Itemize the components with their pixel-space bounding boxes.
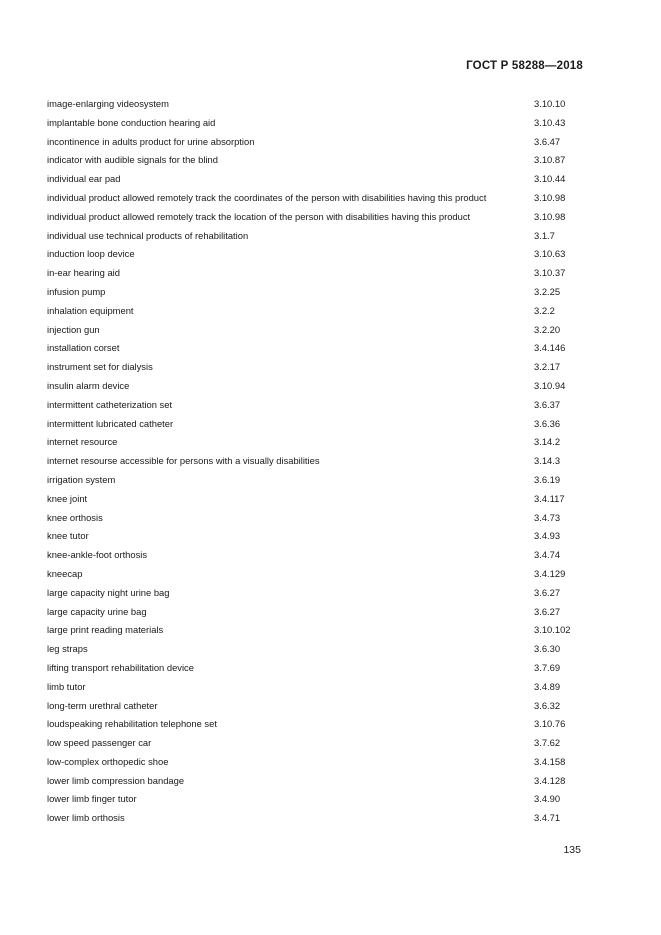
index-reference: 3.4.89 xyxy=(534,680,561,692)
index-entry xyxy=(47,509,587,528)
index-entry xyxy=(47,208,587,227)
index-term: large capacity urine bag xyxy=(47,605,147,617)
index-reference: 3.10.10 xyxy=(534,98,566,109)
index-entry xyxy=(47,640,587,659)
index-entry xyxy=(47,377,587,396)
index-reference: 3.6.32 xyxy=(534,699,561,711)
index-reference: 3.6.19 xyxy=(534,473,561,485)
index-term: incontinence in adults product for urine absorption xyxy=(47,135,255,147)
index-reference: 3.7.62 xyxy=(534,737,561,749)
index-reference: 3.6.37 xyxy=(534,398,561,410)
index-term: in-ear hearing aid xyxy=(47,267,120,279)
index-reference: 3.2.17 xyxy=(534,361,561,373)
index-term: internet resource xyxy=(47,436,118,448)
index-term: kneecap xyxy=(47,567,83,579)
index-entry xyxy=(47,227,587,246)
index-entry xyxy=(47,490,587,509)
index-term: loudspeaking rehabilitation telephone set xyxy=(47,718,217,730)
index-entry xyxy=(47,715,587,734)
index-term: installation corset xyxy=(47,342,120,354)
index-term: long-term urethral catheter xyxy=(47,699,158,711)
index-term: insulin alarm device xyxy=(47,379,130,391)
index-entry xyxy=(47,170,587,189)
index-term: inhalation equipment xyxy=(47,304,134,316)
index-reference: 3.4.158 xyxy=(534,755,566,767)
index-entry xyxy=(47,772,587,791)
index-term: lifting transport rehabilitation device xyxy=(47,661,194,673)
index-reference: 3.2.20 xyxy=(534,323,561,335)
index-term: intermittent catheterization set xyxy=(47,398,173,410)
index-reference: 3.10.37 xyxy=(534,267,566,279)
index-term: individual product allowed remotely track the location of the person with disabilities having this product xyxy=(47,210,471,222)
term-index-list xyxy=(47,95,587,828)
index-entry xyxy=(47,471,587,490)
index-term: individual product allowed remotely track the coordinates of the person with disabilities having this product xyxy=(47,191,487,203)
index-reference: 3.4.73 xyxy=(534,511,561,523)
index-entry xyxy=(47,433,587,452)
index-term: intermittent lubricated catheter xyxy=(47,417,174,429)
index-entry xyxy=(47,659,587,678)
index-entry xyxy=(47,321,587,340)
index-entry xyxy=(47,189,587,208)
index-term: irrigation system xyxy=(47,473,116,485)
index-reference: 3.6.36 xyxy=(534,417,561,429)
index-entry xyxy=(47,245,587,264)
index-reference: 3.14.3 xyxy=(534,455,561,467)
index-term: knee orthosis xyxy=(47,511,103,523)
index-reference: 3.4.117 xyxy=(534,492,565,504)
index-reference: 3.10.87 xyxy=(534,154,566,166)
index-term: infusion pump xyxy=(47,285,106,297)
index-reference: 3.1.7 xyxy=(534,229,555,241)
index-term: indicator with audible signals for the blind xyxy=(47,154,218,166)
index-reference: 3.4.93 xyxy=(534,530,561,542)
index-entry xyxy=(47,678,587,697)
index-reference: 3.4.128 xyxy=(534,774,566,786)
index-reference: 3.4.90 xyxy=(534,793,561,805)
index-reference: 3.7.69 xyxy=(534,661,561,673)
index-reference: 3.10.76 xyxy=(534,718,566,730)
index-entry xyxy=(47,283,587,302)
index-entry xyxy=(47,603,587,622)
index-entry xyxy=(47,396,587,415)
index-entry xyxy=(47,697,587,716)
index-entry xyxy=(47,809,587,828)
index-reference: 3.10.63 xyxy=(534,248,566,260)
index-term: internet resourse accessible for persons with a visually disabilities xyxy=(47,455,320,467)
index-reference: 3.6.47 xyxy=(534,135,561,147)
document-header: ГОСТ Р 58288—2018 xyxy=(466,60,583,72)
index-entry xyxy=(47,621,587,640)
index-term: lower limb compression bandage xyxy=(47,774,185,786)
index-reference: 3.10.94 xyxy=(534,379,566,391)
index-entry xyxy=(47,302,587,321)
index-entry xyxy=(47,114,587,133)
index-term: limb tutor xyxy=(47,680,86,692)
index-term: image-enlarging videosystem xyxy=(47,98,169,109)
index-reference: 3.6.27 xyxy=(534,586,561,598)
index-reference: 3.10.98 xyxy=(534,210,566,222)
index-term: knee joint xyxy=(47,492,88,504)
index-entry xyxy=(47,546,587,565)
index-term: lower limb orthosis xyxy=(47,812,125,824)
index-reference: 3.10.43 xyxy=(534,116,566,128)
index-entry xyxy=(47,133,587,152)
index-entry xyxy=(47,339,587,358)
index-term: leg straps xyxy=(47,643,88,655)
index-term: individual ear pad xyxy=(47,173,121,185)
index-entry xyxy=(47,753,587,772)
index-reference: 3.10.44 xyxy=(534,173,566,185)
index-reference: 3.4.71 xyxy=(534,812,561,824)
index-reference: 3.14.2 xyxy=(534,436,561,448)
index-term: instrument set for dialysis xyxy=(47,361,153,373)
index-entry xyxy=(47,415,587,434)
index-term: low speed passenger car xyxy=(47,737,152,749)
index-term: large print reading materials xyxy=(47,624,164,636)
index-reference: 3.6.27 xyxy=(534,605,561,617)
index-reference: 3.10.102 xyxy=(534,624,571,636)
index-term: knee-ankle-foot orthosis xyxy=(47,549,148,561)
index-reference: 3.4.74 xyxy=(534,549,561,561)
index-entry xyxy=(47,527,587,546)
index-reference: 3.2.2 xyxy=(534,304,555,316)
index-term: injection gun xyxy=(47,323,100,335)
index-term: implantable bone conduction hearing aid xyxy=(47,116,216,128)
index-entry xyxy=(47,452,587,471)
index-term: large capacity night urine bag xyxy=(47,586,170,598)
index-reference: 3.10.98 xyxy=(534,191,566,203)
index-term: induction loop device xyxy=(47,248,135,260)
index-term: low-complex orthopedic shoe xyxy=(47,755,169,767)
index-entry xyxy=(47,584,587,603)
index-entry xyxy=(47,358,587,377)
index-entry xyxy=(47,151,587,170)
index-entry xyxy=(47,565,587,584)
index-term: lower limb finger tutor xyxy=(47,793,137,805)
index-entry xyxy=(47,790,587,809)
index-reference: 3.6.30 xyxy=(534,643,561,655)
index-reference: 3.2.25 xyxy=(534,285,561,297)
page-number: 135 xyxy=(563,844,581,856)
index-entry xyxy=(47,95,587,114)
index-entry xyxy=(47,734,587,753)
index-reference: 3.4.146 xyxy=(534,342,566,354)
index-reference: 3.4.129 xyxy=(534,567,566,579)
index-term: individual use technical products of rehabilitation xyxy=(47,229,249,241)
index-entry xyxy=(47,264,587,283)
index-term: knee tutor xyxy=(47,530,89,542)
